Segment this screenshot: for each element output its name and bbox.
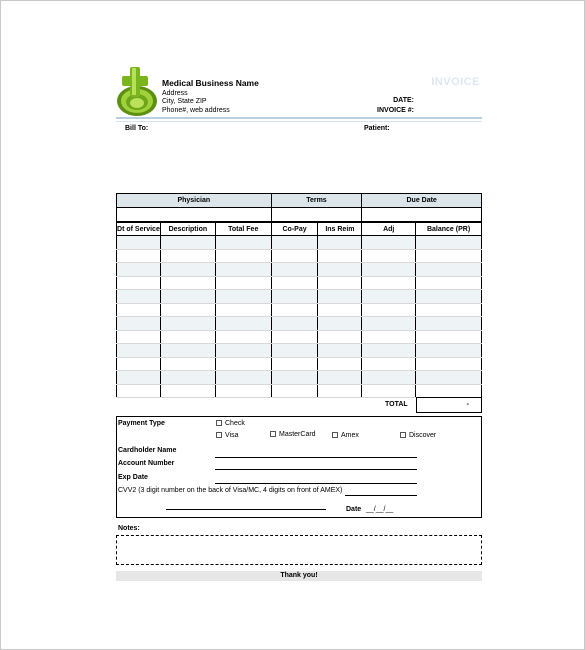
table-cell[interactable] <box>271 276 318 290</box>
table-cell[interactable] <box>362 236 416 250</box>
table-row <box>117 249 482 263</box>
business-city-state-zip: City, State ZIP <box>162 98 207 105</box>
item-rows <box>117 236 482 398</box>
exp-date-field[interactable] <box>215 483 417 484</box>
table-row <box>117 357 482 371</box>
table-cell[interactable] <box>117 330 161 344</box>
table-row <box>117 263 482 277</box>
table-cell[interactable] <box>362 303 416 317</box>
thank-you-footer: Thank you! <box>116 571 482 581</box>
table-cell[interactable] <box>416 317 482 331</box>
table-cell[interactable] <box>160 236 215 250</box>
table-cell[interactable] <box>362 249 416 263</box>
total-label: TOTAL <box>385 401 408 408</box>
medical-cross-logo-icon <box>116 63 158 117</box>
table-cell[interactable] <box>362 317 416 331</box>
notes-label: Notes: <box>118 525 140 532</box>
checkbox-icon[interactable] <box>400 432 406 438</box>
table-cell[interactable] <box>117 276 161 290</box>
balance-header: Balance (PR) <box>416 223 482 236</box>
option-label: Amex <box>341 432 359 439</box>
table-cell[interactable] <box>416 344 482 358</box>
table-cell[interactable] <box>362 344 416 358</box>
table-cell[interactable] <box>416 330 482 344</box>
physician-cell[interactable] <box>117 208 272 222</box>
bill-to-label: Bill To: <box>125 125 149 132</box>
description-header: Description <box>160 223 215 236</box>
table-cell[interactable] <box>271 330 318 344</box>
table-cell[interactable] <box>215 303 271 317</box>
table-cell[interactable] <box>362 357 416 371</box>
payment-date-label: Date <box>346 506 362 513</box>
table-cell[interactable] <box>318 276 362 290</box>
table-row <box>117 371 482 385</box>
table-cell[interactable] <box>117 344 161 358</box>
table-cell[interactable] <box>160 317 215 331</box>
table-cell[interactable] <box>416 290 482 304</box>
physician-header: Physician <box>117 194 272 208</box>
table-row <box>117 236 482 250</box>
service-items-table <box>116 222 482 398</box>
table-row <box>117 330 482 344</box>
payment-option-amex[interactable] <box>332 432 359 439</box>
checkbox-icon[interactable] <box>216 432 222 438</box>
table-cell[interactable] <box>271 290 318 304</box>
table-cell[interactable] <box>362 290 416 304</box>
table-cell[interactable] <box>318 290 362 304</box>
date-of-service-header: Dt of Service <box>117 223 161 236</box>
table-cell[interactable] <box>160 371 215 385</box>
table-cell[interactable] <box>416 249 482 263</box>
account-number-field[interactable] <box>215 469 417 470</box>
table-cell[interactable] <box>160 357 215 371</box>
table-cell[interactable] <box>160 344 215 358</box>
table-cell[interactable] <box>318 317 362 331</box>
table-cell[interactable] <box>318 357 362 371</box>
physician-terms-table <box>116 193 482 222</box>
table-cell[interactable] <box>416 276 482 290</box>
table-cell[interactable] <box>160 290 215 304</box>
table-cell[interactable] <box>362 263 416 277</box>
table-cell[interactable] <box>318 303 362 317</box>
table-cell[interactable] <box>271 357 318 371</box>
total-fee-header: Total Fee <box>215 223 271 236</box>
table-cell[interactable] <box>117 290 161 304</box>
table-cell[interactable] <box>416 236 482 250</box>
adj-header: Adj <box>362 223 416 236</box>
table-cell[interactable] <box>271 303 318 317</box>
payment-option-visa[interactable] <box>216 432 239 439</box>
terms-header: Terms <box>271 194 362 208</box>
invoice-title: INVOICE <box>431 76 480 88</box>
payment-option-discover[interactable] <box>400 432 436 439</box>
table-cell[interactable] <box>215 330 271 344</box>
table-cell[interactable] <box>416 303 482 317</box>
table-cell[interactable] <box>160 303 215 317</box>
ins-reim-header: Ins Reim <box>318 223 362 236</box>
option-label: Discover <box>409 432 437 439</box>
table-cell[interactable] <box>416 371 482 385</box>
table-cell[interactable] <box>215 263 271 277</box>
table-cell[interactable] <box>416 263 482 277</box>
table-cell[interactable] <box>117 303 161 317</box>
account-number-label: Account Number <box>118 460 175 467</box>
table-cell[interactable] <box>117 263 161 277</box>
table-cell[interactable] <box>318 371 362 385</box>
table-row <box>117 290 482 304</box>
table-cell[interactable] <box>215 371 271 385</box>
table-cell[interactable] <box>362 371 416 385</box>
patient-label: Patient: <box>364 125 390 132</box>
table-cell[interactable] <box>215 357 271 371</box>
table-cell[interactable] <box>416 384 482 398</box>
cardholder-label: Cardholder Name <box>118 447 177 454</box>
option-label: Check <box>225 420 245 427</box>
cvv-field[interactable] <box>345 495 417 496</box>
payment-option-mastercard[interactable] <box>270 431 316 438</box>
table-row <box>117 317 482 331</box>
table-row <box>117 344 482 358</box>
table-cell[interactable] <box>215 249 271 263</box>
table-cell[interactable] <box>160 249 215 263</box>
table-cell[interactable] <box>215 317 271 331</box>
table-cell[interactable] <box>271 317 318 331</box>
due-date-header: Due Date <box>362 194 482 208</box>
table-row <box>117 303 482 317</box>
table-cell[interactable] <box>160 276 215 290</box>
table-row <box>117 276 482 290</box>
date-label: DATE: <box>393 97 414 104</box>
table-cell[interactable] <box>318 249 362 263</box>
notes-box[interactable] <box>116 535 482 565</box>
table-cell[interactable] <box>271 263 318 277</box>
table-cell[interactable] <box>271 371 318 385</box>
option-label: MasterCard <box>279 431 316 438</box>
total-value[interactable]: - <box>416 397 482 413</box>
table-cell[interactable] <box>271 384 318 398</box>
payment-date-field[interactable]: __/__/__ <box>366 506 394 513</box>
table-cell[interactable] <box>318 236 362 250</box>
table-cell[interactable] <box>117 249 161 263</box>
table-cell[interactable] <box>160 330 215 344</box>
exp-date-label: Exp Date <box>118 474 148 481</box>
table-cell[interactable] <box>117 371 161 385</box>
table-cell[interactable] <box>362 330 416 344</box>
table-cell[interactable] <box>160 263 215 277</box>
table-cell[interactable] <box>160 384 215 398</box>
checkbox-icon[interactable] <box>332 432 338 438</box>
table-cell[interactable] <box>271 344 318 358</box>
table-cell[interactable] <box>215 344 271 358</box>
table-cell[interactable] <box>117 236 161 250</box>
header-divider-thin <box>116 121 482 122</box>
due-date-cell[interactable] <box>362 208 482 222</box>
table-cell[interactable] <box>271 249 318 263</box>
option-label: Visa <box>225 432 239 439</box>
table-cell[interactable] <box>362 384 416 398</box>
table-cell[interactable] <box>215 276 271 290</box>
table-cell[interactable] <box>117 357 161 371</box>
invoice-number-label: INVOICE #: <box>377 107 414 114</box>
header-divider <box>116 117 482 119</box>
cvv-label: CVV2 (3 digit number on the back of Visa/MC, 4 digits on front of AMEX) <box>118 487 343 494</box>
payment-type-label: Payment Type <box>118 420 165 427</box>
table-cell[interactable] <box>362 276 416 290</box>
table-cell[interactable] <box>318 263 362 277</box>
co-pay-header: Co-Pay <box>271 223 318 236</box>
table-cell[interactable] <box>318 384 362 398</box>
business-address: Address <box>162 90 188 97</box>
table-cell[interactable] <box>215 290 271 304</box>
business-phone-web: Phone#, web address <box>162 107 230 114</box>
table-cell[interactable] <box>117 384 161 398</box>
table-cell[interactable] <box>318 330 362 344</box>
terms-cell[interactable] <box>271 208 362 222</box>
signature-field[interactable] <box>166 509 326 510</box>
table-cell[interactable] <box>318 344 362 358</box>
payment-option-check[interactable] <box>216 420 245 427</box>
table-row <box>117 384 482 398</box>
table-cell[interactable] <box>215 236 271 250</box>
table-cell[interactable] <box>271 236 318 250</box>
business-name: Medical Business Name <box>162 78 259 88</box>
table-cell[interactable] <box>416 357 482 371</box>
cardholder-field[interactable] <box>215 457 417 458</box>
checkbox-icon[interactable] <box>270 431 276 437</box>
table-cell[interactable] <box>215 384 271 398</box>
checkbox-icon[interactable] <box>216 420 222 426</box>
table-cell[interactable] <box>117 317 161 331</box>
